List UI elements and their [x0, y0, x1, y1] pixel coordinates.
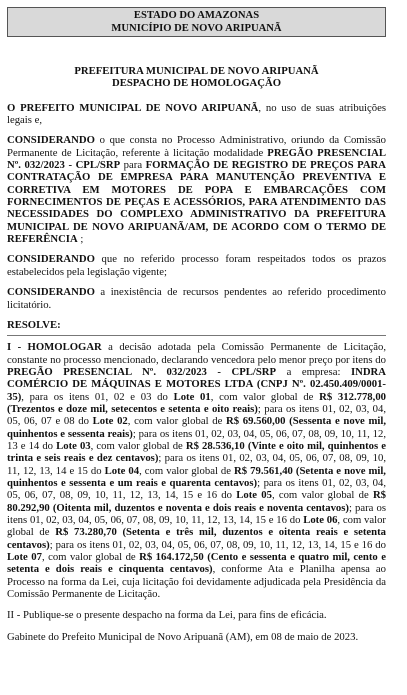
item-1-t4: , com valor global de [210, 390, 320, 403]
intro-paragraph [7, 102, 386, 127]
item-1-t8: , com valor global de [90, 439, 186, 452]
considerando-3-text: a inexistência de recursos pendentes ao referido procedimento licitatório. [7, 286, 386, 311]
considerando-2-keyword: CONSIDERANDO [7, 253, 95, 266]
considerando-1-object: FORMAÇÃO DE REGISTRO DE PREÇOS PARA CONTRATAÇÃO DE EMPRESA PARA MANUTENÇÃO PREVENTIVA E CORRETIVA EM MOTORES DE POPA E EMBARCAÇÕES COM FORNECIMENTOS DE PEÇAS E ACESSÓRIOS, PARA ATENDIMENTO DAS NECESSIDADES DO COMPLEXO ADMINISTRATIVO DA PREFEITURA MUNICIPAL DE NOVO ARIPUANÃ/AM, DE ACORDO COM O TERMO DE REFERÊNCIA [7, 159, 386, 246]
item-1-t11: ; para os itens 01, 02, 03, 04, 05, 06, 07, 08, 09, 10, 11, 12, 13, 14, 15 e 16 do [7, 476, 386, 502]
item-1-paragraph [7, 341, 386, 600]
considerando-2-text: que no referido processo foram respeitados todos os prazos estabelecidos pela legislação vigente; [7, 253, 386, 278]
item-1-t6: , com valor global de [127, 415, 226, 428]
considerando-3 [7, 286, 386, 311]
item-1-t17: , conforme Ata e Planilha apensa ao Processo na forma da Lei, cuja licitação foi devidamente adjudicada pela Presidência da Comissão Permanente de Licitação. [7, 563, 386, 601]
item-1-valor-01: R$ 312.778,00 (Trezentos e doze mil, setecentos e setenta e oito reais) [7, 390, 387, 415]
closing-paragraph: Gabinete do Prefeito Municipal de Novo Aripuanã (AM), em 08 de maio de 2023. [7, 630, 359, 643]
item-1-lote-02: Lote 02 [92, 415, 128, 428]
item-1-t16: , com valor global de [41, 551, 140, 564]
considerando-1-keyword: CONSIDERANDO [7, 134, 95, 147]
item-1-t5: ; para os itens 01, 02, 03, 04, 05, 06, 07 e 08 do [7, 402, 386, 428]
divider [7, 335, 386, 336]
item-1-t10: , com valor global de [139, 464, 235, 477]
item-1-lote-07: Lote 07 [7, 551, 42, 564]
item-2-paragraph: II - Publique-se o presente despacho na forma da Lei, para fins de eficácia. [7, 609, 327, 622]
header-state: ESTADO DO AMAZONAS [133, 10, 260, 21]
item-1-t14: , com valor global de [7, 514, 386, 539]
header-box [7, 7, 386, 37]
item-1-valor-02: R$ 69.560,00 (Sessenta e nove mil, quinhentos e sessenta reais) [7, 415, 386, 440]
item-1-t15: ; para os itens 01, 02, 03, 04, 05, 06, 07, 08, 09, 10, 11, 12, 13, 14, 15 e 16 do [49, 538, 386, 551]
title-despacho: DESPACHO DE HOMOLOGAÇÃO [111, 77, 282, 90]
item-1-t3: , para os itens 01, 02 e 03 do [21, 390, 174, 403]
item-1-b1: PREGÃO PRESENCIAL Nº. 032/2023 - CPL/SRP [7, 365, 277, 378]
item-1-valor-03: R$ 28.536,10 (Vinte e oito mil, quinhentos e trinta e seis reais e dez centavos) [7, 439, 386, 465]
item-1-t7: ; para os itens 01, 02, 03, 04, 05, 06, 07, 08, 09, 10, 11, 12, 13 e 14 do [7, 427, 387, 452]
title-prefeitura: PREFEITURA MUNICIPAL DE NOVO ARIPUANÃ [74, 65, 319, 77]
item-1-t1: a decisão adotada pela Comissão Permanente de Licitação, constante no processo mencionado, declarando vencedora pelo menor preço por itens do [7, 341, 386, 366]
item-1-valor-04: R$ 79.561,40 (Setenta e nove mil, quinhentos e sessenta e um reais e quarenta centavos) [7, 464, 386, 489]
item-1-lead: I - HOMOLOGAR [7, 341, 102, 354]
document-body [7, 65, 386, 643]
considerando-1 [7, 134, 386, 245]
header-municipality: MUNICÍPIO DE NOVO ARIPUANÃ [111, 22, 282, 34]
resolve-heading: RESOLVE: [7, 318, 61, 331]
item-1-t9: ; para os itens 01, 02, 03, 04, 05, 06, 07, 08, 09, 10, 11, 12, 13, 14 e 15 do [7, 452, 386, 477]
considerando-1-pregao: PREGÃO PRESENCIAL Nº. 032/2023 - CPL/SRP [7, 146, 386, 172]
item-1-t13: ; para os itens 01, 02, 03, 04, 05, 06, 07, 08, 09, 10, 11, 12, 13, 14, 15 e 16 do [7, 501, 386, 526]
item-1-t2: a empresa: [276, 365, 351, 378]
considerando-3-keyword: CONSIDERANDO [7, 286, 95, 299]
considerando-1-text-a: o que consta no Processo Administrativo, oriundo da Comissão Permanente de Licitação, referente à licitação modalidade [7, 134, 386, 159]
document-title [7, 65, 386, 90]
intro-lead: O PREFEITO MUNICIPAL DE NOVO ARIPUANÃ [7, 101, 259, 114]
intro-rest: , no uso de suas atribuições legais e, [7, 101, 386, 127]
item-1-valor-06: R$ 73.280,70 (Setenta e três mil, duzentos e oitenta reais e setenta centavos) [7, 526, 386, 551]
item-1-lote-04: Lote 04 [104, 464, 140, 477]
item-1-valor-07: R$ 164.172,50 (Cento e sessenta e quatro mil, cento e setenta e dois reais e cinquenta centavos) [7, 551, 386, 576]
considerando-1-text-e: ; [77, 233, 84, 246]
item-1-lote-05: Lote 05 [236, 489, 272, 502]
item-1-t12: , com valor global de [271, 489, 373, 502]
item-1-lote-03: Lote 03 [56, 439, 91, 452]
item-1-valor-05: R$ 80.292,90 (Oitenta mil, duzentos e noventa e dois reais e noventa centavos) [7, 489, 386, 514]
considerando-1-text-c: para [120, 159, 146, 172]
item-1-company: INDRA COMÉRCIO DE MÁQUINAS E MOTORES LTDA (CNPJ Nº. 02.450.409/0001-35) [7, 365, 386, 403]
item-1-lote-06: Lote 06 [303, 514, 338, 526]
item-1-lote-01: Lote 01 [173, 390, 211, 403]
considerando-2 [7, 253, 386, 278]
